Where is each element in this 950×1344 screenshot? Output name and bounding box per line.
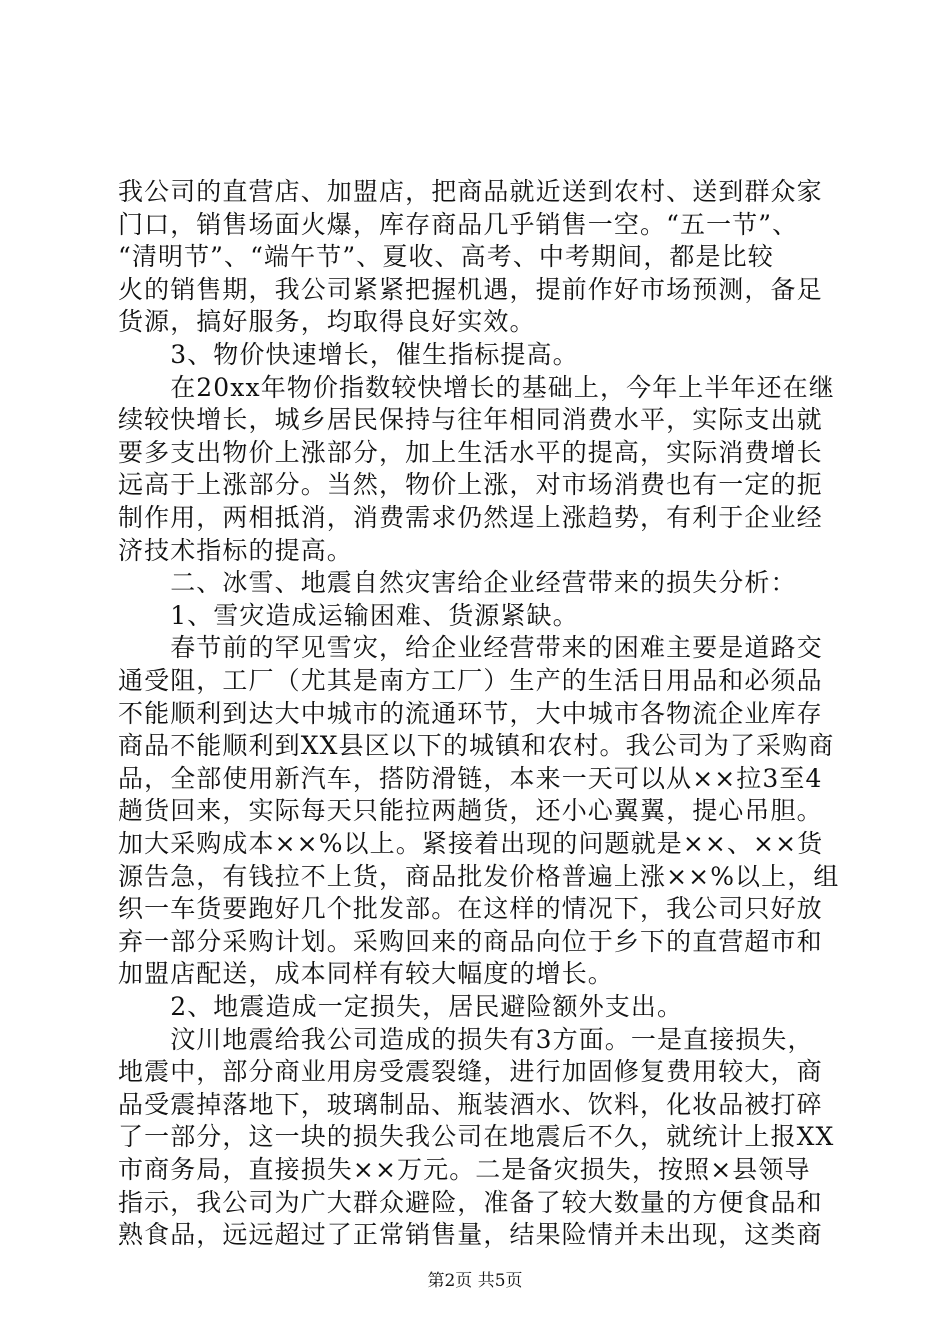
body-text-line: 续较快增长，城乡居民保持与往年相同消费水平，实际支出就 xyxy=(118,405,823,435)
body-text-line: 要多支出物价上涨部分，加上生活水平的提高，实际消费增长 xyxy=(118,437,823,467)
body-text-line: 远高于上涨部分。当然，物价上涨，对市场消费也有一定的扼 xyxy=(118,470,823,500)
body-text-line: 通受阻，工厂（尤其是南方工厂）生产的生活日用品和必须品 xyxy=(118,666,823,695)
body-text-line: 3、物价快速增长，催生指标提高。 xyxy=(118,340,579,369)
body-text-line: 熟食品，远远超过了正常销售量，结果险情并未出现，这类商 xyxy=(118,1220,823,1250)
page-number-footer: 第2页 共5页 xyxy=(427,1271,523,1291)
body-text-line: 在20xx年物价指数较快增长的基础上，今年上半年还在继 xyxy=(118,372,835,402)
body-text-line: 品受震掉落地下，玻璃制品、瓶装酒水、饮料，化妆品被打碎 xyxy=(118,1089,823,1119)
body-text-line: 加大采购成本××%以上。紧接着出现的问题就是××、××货 xyxy=(118,829,824,858)
body-text-line: 不能顺利到达大中城市的流通环节，大中城市各物流企业库存 xyxy=(118,698,823,728)
body-text-line: 源告急，有钱拉不上货，商品批发价格普遍上涨××%以上，组 xyxy=(118,861,840,891)
body-text-line: 汶川地震给我公司造成的损失有3方面。一是直接损失， xyxy=(118,1024,814,1054)
body-text-line: 指示，我公司为广大群众避险，准备了较大数量的方便食品和 xyxy=(118,1187,823,1217)
body-text-line: 品，全部使用新汽车，搭防滑链，本来一天可以从××拉3至4 xyxy=(118,763,823,793)
body-text-line: 二、冰雪、地震自然灾害给企业经营带来的损失分析： xyxy=(118,568,797,598)
body-text-line: 地震中，部分商业用房受震裂缝，进行加固修复费用较大，商 xyxy=(118,1057,823,1087)
body-text-line: 商品不能顺利到XX县区以下的城镇和农村。我公司为了采购商 xyxy=(118,731,835,761)
body-text-line: 2、地震造成一定损失，居民避险额外支出。 xyxy=(118,992,684,1021)
body-text-line: 1、雪灾造成运输困难、货源紧缺。 xyxy=(118,600,579,630)
body-text-line: 趟货回来，实际每天只能拉两趟货，还小心翼翼，提心吊胆。 xyxy=(118,796,823,826)
body-text-line: 了一部分，这一块的损失我公司在地震后不久，就统计上报XX xyxy=(118,1122,835,1152)
body-text-line: 火的销售期，我公司紧紧把握机遇，提前作好市场预测，备足 xyxy=(118,274,823,304)
body-text-line: 织一车货要跑好几个批发部。在这样的情况下，我公司只好放 xyxy=(118,894,823,924)
body-text-line: 春节前的罕见雪灾，给企业经营带来的困难主要是道路交 xyxy=(118,633,823,663)
body-text-line: 加盟店配送，成本同样有较大幅度的增长。 xyxy=(118,959,614,989)
body-text-line: “清明节”、“端午节”、夏收、高考、中考期间，都是比较 xyxy=(118,242,774,272)
body-text-line: 制作用，两相抵消，消费需求仍然逞上涨趋势，有利于企业经 xyxy=(118,503,823,532)
body-text-line: 市商务局，直接损失××万元。二是备灾损失，按照×县领导 xyxy=(118,1155,811,1184)
body-text-line: 弃一部分采购计划。采购回来的商品向位于乡下的直营超市和 xyxy=(118,926,823,956)
body-text-line: 我公司的直营店、加盟店，把商品就近送到农村、送到群众家 xyxy=(118,177,823,206)
body-text-line: 济技术指标的提高。 xyxy=(118,535,353,565)
body-text-line: 门口，销售场面火爆，库存商品几乎销售一空。“五一节”、 xyxy=(118,209,799,239)
body-text-line: 货源，搞好服务，均取得良好实效。 xyxy=(118,307,536,337)
